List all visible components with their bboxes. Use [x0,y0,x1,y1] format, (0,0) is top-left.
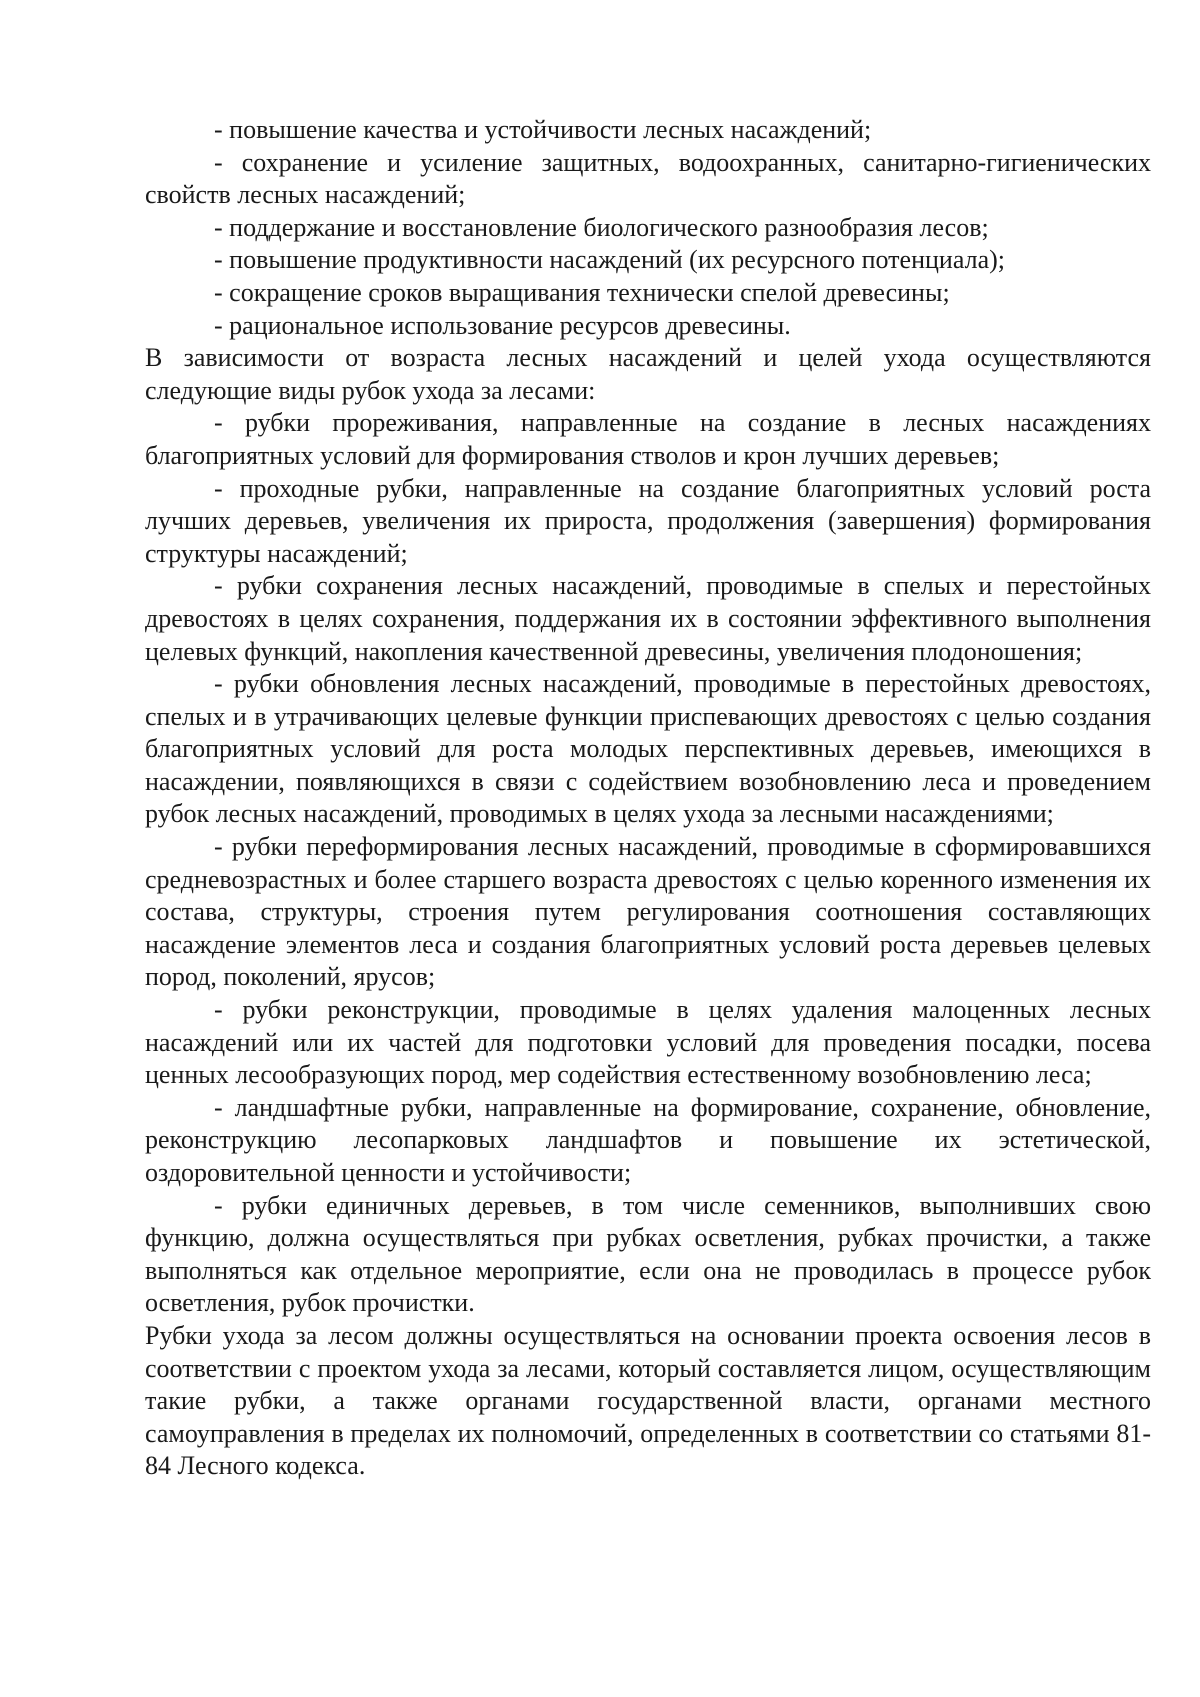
list-item: - рубки переформирования лесных насаждений, проводимые в сформировавшихся средневозрастных и более старшего возраста древостоях с целью коренного изменения их состава, структуры, строения путем регулирования соотношения составляющих насаждение элементов леса и создания благоприятных условий роста деревьев целевых пород, поколений, ярусов; [145,832,1151,992]
list-item: - рубки единичных деревьев, в том числе семенников, выполнивших свою функцию, должна осуществляться при рубках осветления, рубках прочистки, а также выполняться как отдельное мероприятие, если она не проводилась в процессе рубок осветления, рубок прочистки. [145,1190,1151,1318]
list-item: - рубки реконструкции, проводимые в целях удаления малоценных лесных насаждений или их частей для подготовки условий для проведения посадки, посева ценных лесообразующих пород, мер содействия естественному возобновлению леса; [145,995,1151,1090]
document-page [145,114,1151,1483]
body-paragraph: В зависимости от возраста лесных насаждений и целей ухода осуществляются следующие виды рубок ухода за лесами: [145,343,1151,405]
list-item: - сохранение и усиление защитных, водоохранных, санитарно-гигиенических свойств лесных насаждений; [145,147,1151,210]
list-item: - рациональное использование ресурсов древесины. [214,310,791,340]
list-item: - проходные рубки, направленные на создание благоприятных условий роста лучших деревьев, увеличения их прироста, продолжения (завершения) формирования структуры насаждений; [145,473,1151,568]
list-item: - ландшафтные рубки, направленные на формирование, сохранение, обновление, реконструкцию лесопарковых ландшафтов и повышение их эстетической, оздоровительной ценности и устойчивости; [145,1092,1151,1187]
list-item: - повышение качества и устойчивости лесных насаждений; [214,115,872,144]
list-item: - повышение продуктивности насаждений (их ресурсного потенциала); [214,245,1005,275]
list-item: - рубки обновления лесных насаждений, проводимые в перестойных древостоях, спелых и в утрачивающих целевые функции приспевающих древостоях с целью создания благоприятных условий для роста молодых перспективных деревьев, имеющихся в насаждении, появляющихся в связи с содействием возобновлению леса и проведением рубок лесных насаждений, проводимых в целях ухода за лесными насаждениями; [145,669,1151,829]
body-paragraph: Рубки ухода за лесом должны осуществляться на основании проекта освоения лесов в соответствии с проектом ухода за лесами, который составляется лицом, осуществляющим такие рубки, а также органами государственной власти, органами местного самоуправления в пределах их полномочий, определенных в соответствии со статьями 81-84 Лесного кодекса. [145,1320,1151,1481]
list-item: - сокращение сроков выращивания технически спелой древесины; [214,277,950,307]
list-item: - поддержание и восстановление биологического разнообразия лесов; [214,212,989,242]
list-item: - рубки сохранения лесных насаждений, проводимые в спелых и перестойных древостоях в целях сохранения, поддержания их в состоянии эффективного выполнения целевых функций, накопления качественной древесины, увеличения плодоношения; [145,571,1151,666]
list-item: - рубки прореживания, направленные на создание в лесных насаждениях благоприятных условий для формирования стволов и крон лучших деревьев; [145,408,1151,470]
